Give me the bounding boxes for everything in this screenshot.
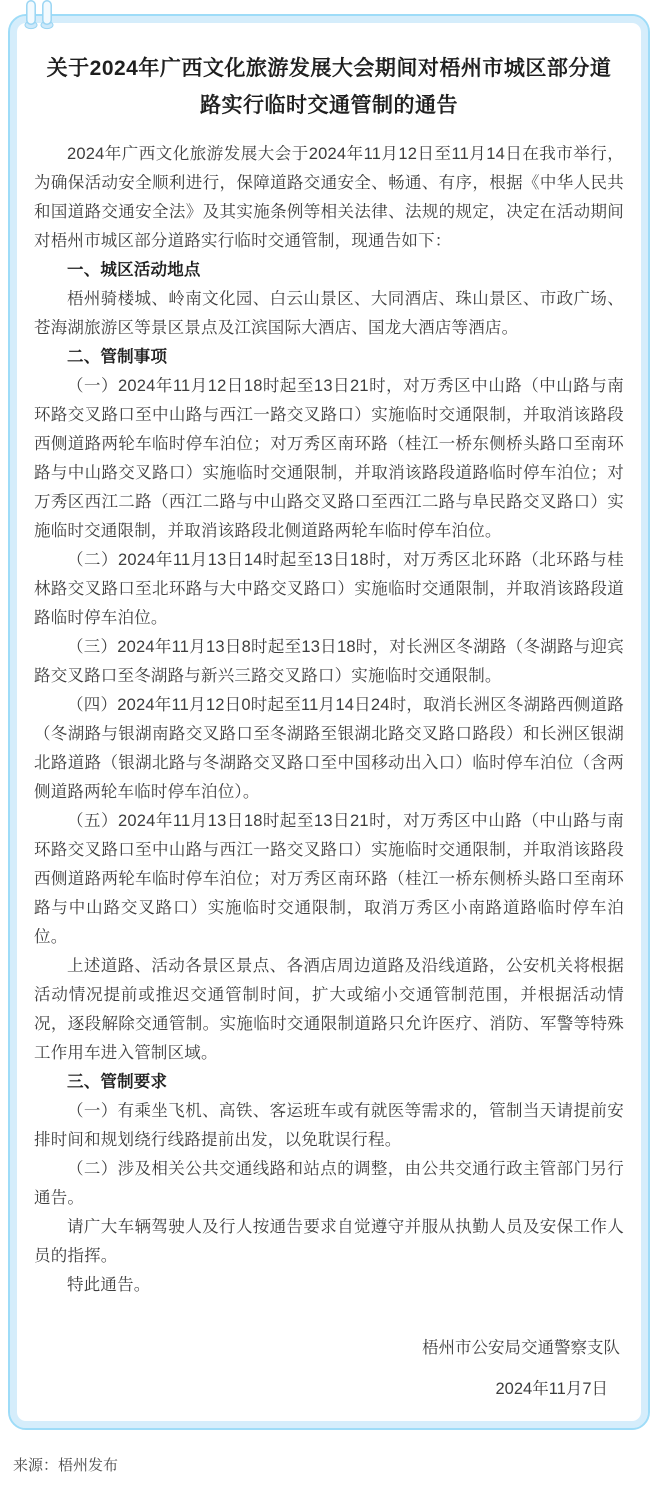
notice-paragraph: 请广大车辆驾驶人及行人按通告要求自觉遵守并服从执勤人员及安保工作人员的指挥。: [34, 1218, 624, 1265]
notice-paragraph: 梧州骑楼城、岭南文化园、白云山景区、大同酒店、珠山景区、市政广场、苍海湖旅游区等景区景点及江滨国际大酒店、国龙大酒店等酒店。: [34, 290, 624, 337]
notice-paragraph: 上述道路、活动各景区景点、各酒店周边道路及沿线道路，公安机关将根据活动情况提前或推迟交通管制时间，扩大或缩小交通管制范围，并根据活动情况，逐段解除交通管制。实施临时交通限制道路只允许医疗、消防、军警等特殊工作用车进入管制区域。: [34, 957, 624, 1062]
notice-paragraph: （一）2024年11月12日18时起至13日21时，对万秀区中山路（中山路与南环路交叉路口至中山路与西江一路交叉路口）实施临时交通限制，并取消该路段西侧道路两轮车临时停车泊位；对万秀区南环路（桂江一桥东侧桥头路口至南环路与中山路交叉路口）实施临时交通限制，并取消该路段道路临时停车泊位；对万秀区西江二路（西江二路与中山路交叉路口至西江二路与阜民路交叉路口）实施临时交通限制，并取消该路段北侧道路两轮车临时停车泊位。: [34, 377, 624, 540]
notice-paragraph: 2024年广西文化旅游发展大会于2024年11月12日至11月14日在我市举行，为确保活动安全顺利进行，保障道路交通安全、畅通、有序，根据《中华人民共和国道路交通安全法》及其实施条例等相关法律、法规的规定，决定在活动期间对梧州市城区部分道路实行临时交通管制，现通告如下：: [34, 145, 624, 250]
notice-paragraph: （四）2024年11月12日0时起至11月14日24时，取消长洲区冬湖路西侧道路（冬湖路与银湖南路交叉路口至冬湖路至银湖北路交叉路口路段）和长洲区银湖北路道路（银湖北路与冬湖路交叉路口至中国移动出入口）临时停车泊位（含两侧道路两轮车临时停车泊位）。: [34, 696, 624, 801]
notice-card-wrapper: [8, 14, 650, 1430]
pin-icon: [40, 0, 54, 30]
notice-paragraph: （二）涉及相关公共交通线路和站点的调整，由公共交通行政主管部门另行通告。: [34, 1160, 624, 1207]
notice-paragraph: （一）有乘坐飞机、高铁、客运班车或有就医等需求的，管制当天请提前安排时间和规划绕行线路提前出发，以免耽误行程。: [34, 1102, 624, 1149]
pin-icon: [24, 0, 38, 30]
signature: 梧州市公安局交通警察支队: [422, 1339, 620, 1357]
notice-paragraph: （五）2024年11月13日18时起至13日21时，对万秀区中山路（中山路与南环路交叉路口至中山路与西江一路交叉路口）实施临时交通限制，并取消该路段西侧道路两轮车临时停车泊位；对万秀区南环路（桂江一桥东侧桥头路口至南环路与中山路交叉路口）实施临时交通限制，取消万秀区小南路道路临时停车泊位。: [34, 812, 624, 946]
source-line: [8, 1456, 650, 1476]
notice-paragraph: 特此通告。: [67, 1276, 151, 1294]
notice-card: [8, 14, 650, 1430]
notice-paragraph: （三）2024年11月13日8时起至13日18时，对长洲区冬湖路（冬湖路与迎宾路交叉路口至冬湖路与新兴三路交叉路口）实施临时交通限制。: [34, 638, 624, 685]
notice-body: [34, 140, 624, 1300]
notice-paragraph: （二）2024年11月13日14时起至13日18时，对万秀区北环路（北环路与桂林路交叉路口至北环路与大中路交叉路口）实施临时交通限制，并取消该路段道路临时停车泊位。: [34, 551, 624, 627]
section-heading: 一、城区活动地点: [67, 261, 201, 279]
notice-date: 2024年11月7日: [495, 1380, 608, 1398]
notice-title: 关于2024年广西文化旅游发展大会期间对梧州市城区部分道路实行临时交通管制的通告: [46, 57, 612, 117]
section-heading: 三、管制要求: [67, 1073, 168, 1091]
source-text: 来源：梧州发布: [13, 1457, 119, 1474]
section-heading: 二、管制事项: [67, 348, 168, 366]
